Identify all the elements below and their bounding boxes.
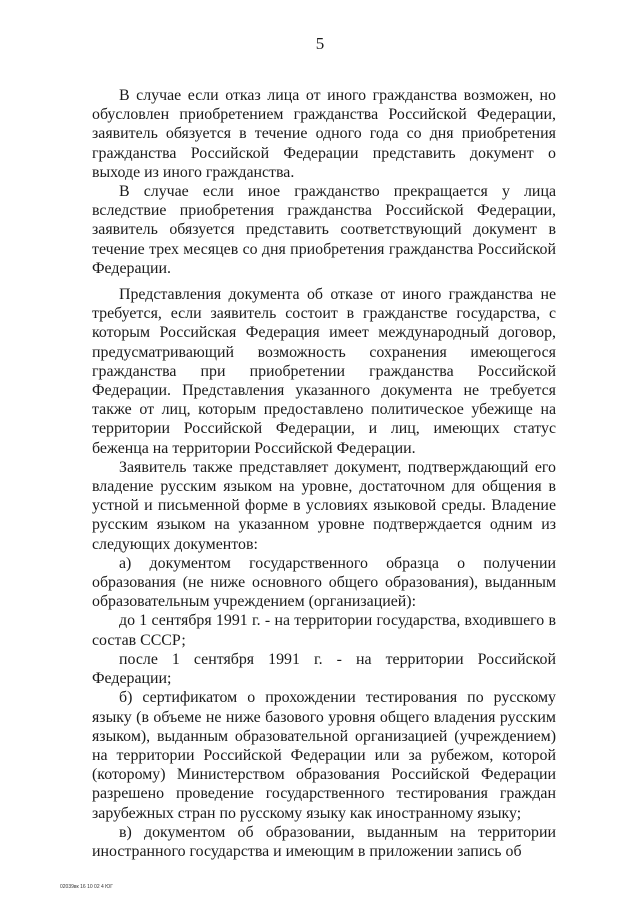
paragraph-renunciation-not-required: Представления документа об отказе от иного гражданства не требуется, если заявитель состоит в гражданстве государства, с которым Российская Федерация имеет международный договор, предусматривающий возможность сохранения имеющегося гражданства при приобретении гражданства Российской Федерации. Представления указанного документа не требуется также от лиц, которым предоставлено политическое убежище на территории Российской Федерации, и лиц, имеющих статус беженца на территории Российской Федерации. [92,286,556,457]
list-subitem-after-1991: после 1 сентября 1991 г. - на территории Российской Федерации; [92,650,556,688]
footer-code: 02039вк 16 10 02 4 ЮГ [60,884,113,890]
paragraph-russian-language-proof: Заявитель также представляет документ, подтверждающий его владение русским языком на уровне, достаточном для общения в устной и письменной форме в условиях языковой среды. Владение русским языком на указанном уровне подтверждается одним из следующих документов: [92,458,556,553]
paragraph-citizenship-terminates: В случае если иное гражданство прекращается у лица вследствие приобретения гражданства Российской Федерации, заявитель обязуется представить соответствующий документ в течение трех месяцев со дня приобретения гражданства Российской Федерации. [92,183,556,277]
page-number: 5 [315,34,325,53]
list-item-a-state-education: а) документом государственного образца о получении образования (не ниже основного общего образования), выданным образовательным учреждением (организацией): [92,554,556,611]
list-subitem-before-1991: до 1 сентября 1991 г. - на территории государства, входившего в состав СССР; [92,612,556,649]
list-item-b-testing-certificate: б) сертификатом о прохождении тестирования по русскому языку (в объеме не ниже базового уровня общего владения русским языком), выданным образовательной организацией (учреждением) на территории Российской Федерации или за рубежом, которой (которому) Министерством образования Российской Федерации разрешено проведение государственного тестирования граждан зарубежных стран по русскому языку как иностранному языку; [92,689,556,822]
document-body [92,86,556,861]
paragraph-renunciation-conditional: В случае если отказ лица от иного гражданства возможен, но обусловлен приобретением гражданства Российской Федерации, заявитель обязуется в течение одного года со дня приобретения гражданства Российской Федерации представить документ о выходе из иного гражданства. [92,87,556,181]
list-item-c-foreign-education: в) документом об образовании, выданным на территории иностранного государства и имеющим в приложении запись об [92,823,556,860]
